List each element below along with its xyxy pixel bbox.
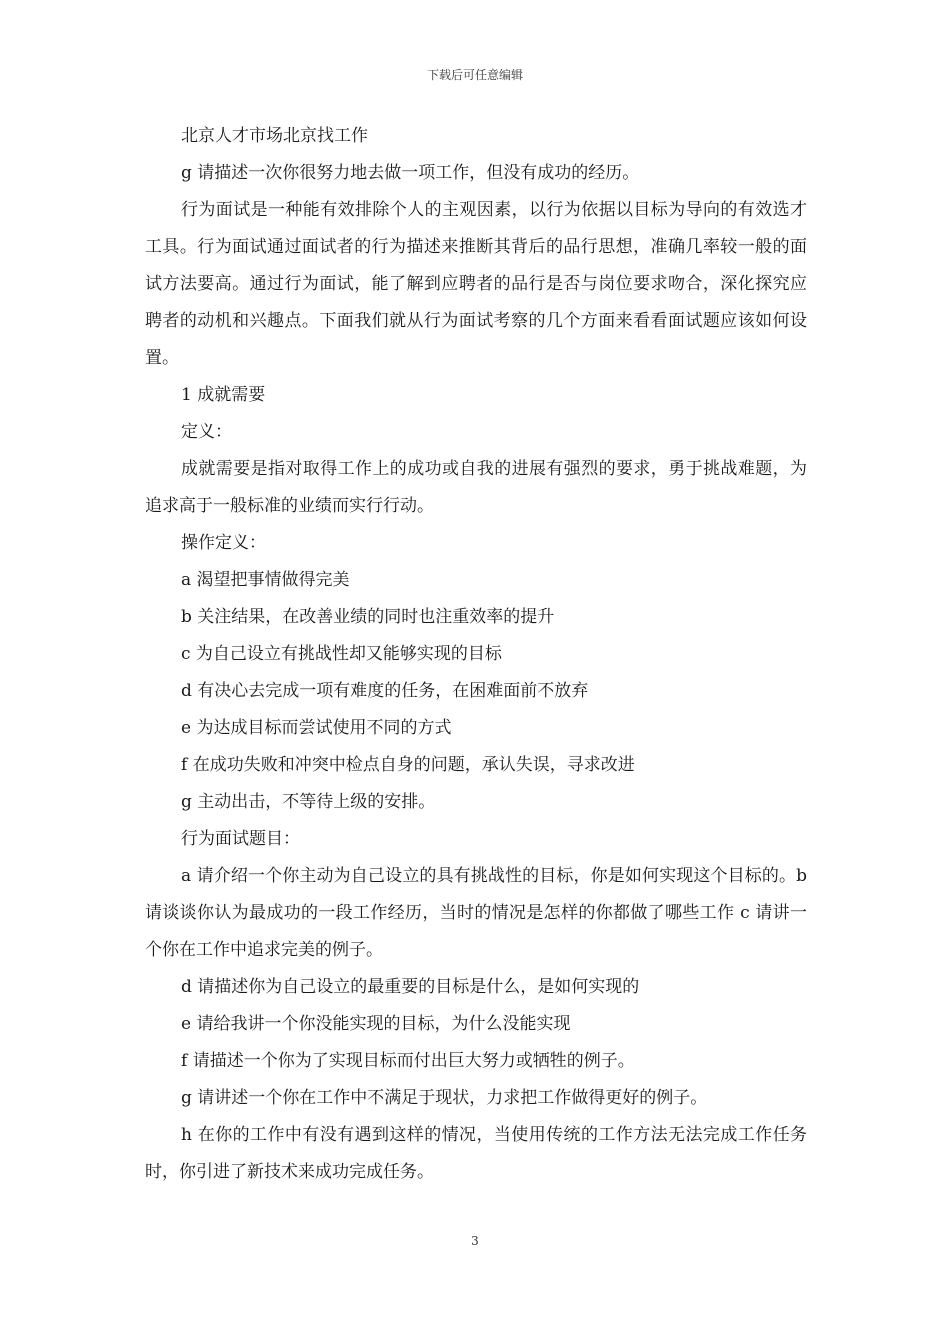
list-item: e 为达成目标而尝试使用不同的方式: [181, 718, 452, 738]
list-item: h 在你的工作中有没有遇到这样的情况，当使用传统的工作方法无法完成工作任务时，你引进了新技术来成功完成任务。: [145, 1125, 807, 1182]
document-body: [145, 118, 807, 1191]
paragraph: 行为面试题目：: [181, 829, 300, 849]
list-item: g 请讲述一个你在工作中不满足于现状，力求把工作做得更好的例子。: [181, 1088, 708, 1108]
section-heading: 1 成就需要: [181, 385, 266, 405]
list-item: f 请描述一个你为了实现目标而付出巨大努力或牺牲的例子。: [181, 1051, 635, 1071]
paragraph: 操作定义：: [181, 533, 266, 553]
list-item: c 为自己设立有挑战性却又能够实现的目标: [181, 644, 502, 664]
list-item: e 请给我讲一个你没能实现的目标，为什么没能实现: [181, 1014, 571, 1034]
paragraph: 定义：: [181, 422, 232, 442]
list-item: a 渴望把事情做得完美: [181, 570, 350, 590]
page-number: 3: [471, 1234, 479, 1248]
paragraph: g 请描述一次你很努力地去做一项工作，但没有成功的经历。: [181, 163, 640, 183]
paragraph: 行为面试是一种能有效排除个人的主观因素，以行为依据以目标为导向的有效选才工具。行为面试通过面试者的行为描述来推断其背后的品行思想，准确几率较一般的面试方法要高。通过行为面试，能了解到应聘者的品行是否与岗位要求吻合，深化探究应聘者的动机和兴趣点。下面我们就从行为面试考察的几个方面来看看面试题应该如何设置。: [145, 200, 807, 368]
list-item: b 关注结果，在改善业绩的同时也注重效率的提升: [181, 607, 555, 627]
list-item: d 有决心去完成一项有难度的任务，在困难面前不放弃: [181, 681, 589, 701]
list-item: f 在成功失败和冲突中检点自身的问题，承认失误，寻求改进: [181, 755, 635, 775]
list-item: d 请描述你为自己设立的最重要的目标是什么，是如何实现的: [181, 977, 640, 997]
list-item: g 主动出击，不等待上级的安排。: [181, 792, 436, 812]
document-title: 北京人才市场北京找工作: [181, 126, 368, 146]
list-item: a 请介绍一个你主动为自己设立的具有挑战性的目标，你是如何实现这个目标的。b 请谈谈你认为最成功的一段工作经历，当时的情况是怎样的你都做了哪些工作 c 请讲一个你在工作中追求完美的例子。: [145, 866, 807, 960]
paragraph: 成就需要是指对取得工作上的成功或自我的进展有强烈的要求，勇于挑战难题，为追求高于一般标准的业绩而实行行动。: [145, 459, 807, 516]
page-header: 下载后可任意编辑: [426, 68, 523, 82]
